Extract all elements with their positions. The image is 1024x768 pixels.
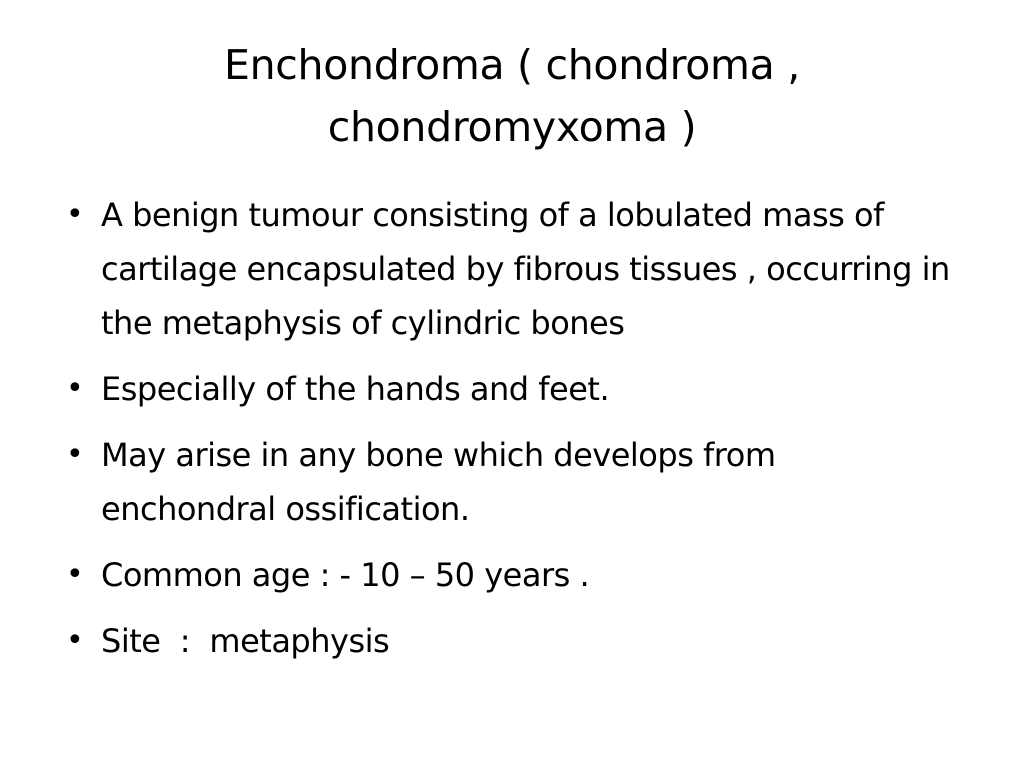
bullet-item-definition [60, 188, 960, 350]
slide-title-line-1: Enchondroma ( chondroma , [224, 41, 800, 89]
bullet-icon: • [66, 197, 84, 232]
bullet-text: Especially of the hands and feet. [101, 370, 610, 408]
bullet-item-location [60, 362, 950, 416]
bullet-icon: • [66, 623, 84, 658]
bullet-list [60, 188, 960, 680]
bullet-item-origin [60, 428, 950, 536]
bullet-text: A benign tumour consisting of a lobulated mass of cartilage encapsulated by fibrous tissues , occurring in the metaphysis of cylindric bones [101, 196, 960, 342]
slide-title [70, 34, 954, 158]
bullet-item-site [60, 614, 950, 668]
bullet-text: May arise in any bone which develops from enchondral ossification. [101, 436, 786, 528]
bullet-item-age [60, 548, 950, 602]
bullet-text: Common age : - 10 – 50 years . [101, 556, 590, 594]
bullet-icon: • [66, 437, 84, 472]
bullet-icon: • [66, 557, 84, 592]
slide-title-line-2: chondromyxoma ) [327, 103, 697, 151]
bullet-text: Site : metaphysis [101, 622, 390, 660]
bullet-icon: • [66, 371, 84, 406]
